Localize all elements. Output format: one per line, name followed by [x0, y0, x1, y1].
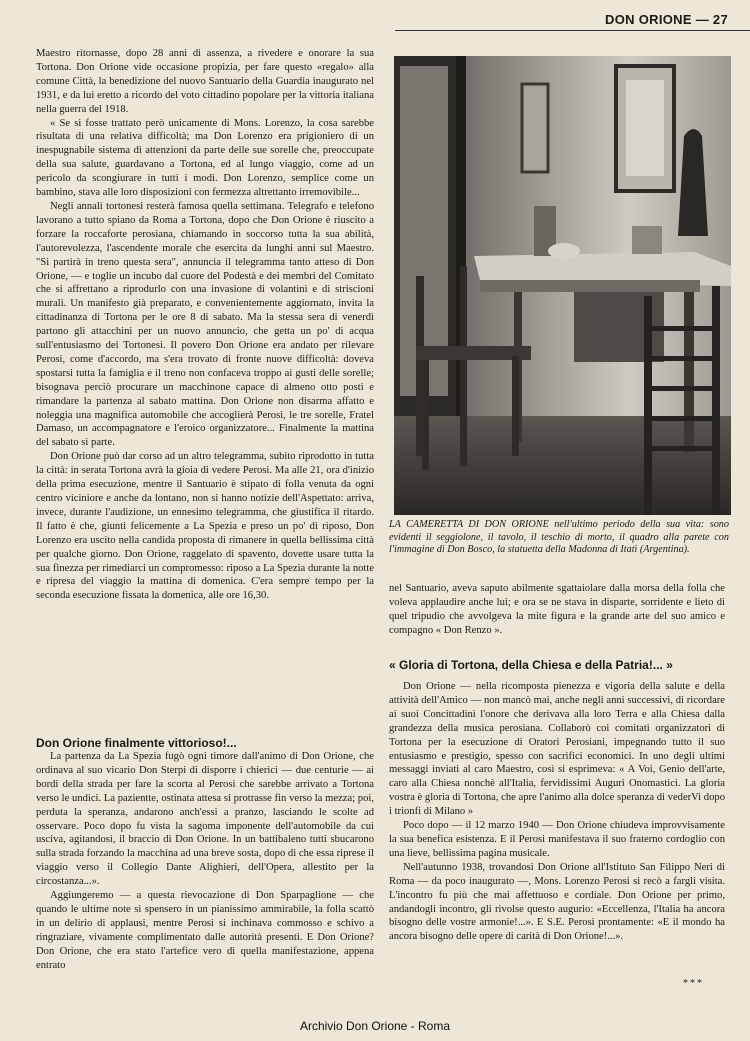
paragraph: Aggiungeremo — a questa rievocazione di Don Sparpaglione — che quando le ultime note si spensero in un pianissimo ammirabile, la folla scattò in un delirio di applausi, mentre Perosi si inchinava commosso e schivo a ringraziare, vivamente complimentato dalle autorità presenti. E Don Orione? Don Orione, che era stato l'artefice vero di quella manifestazione, appena entrato — [36, 890, 374, 971]
header-rule — [395, 30, 750, 31]
archive-footer: Archivio Don Orione - Roma — [299, 1019, 451, 1033]
subheading-text: Don Orione finalmente vittorioso!... — [36, 736, 237, 750]
room-photo-illustration — [394, 56, 731, 515]
paragraph: Poco dopo — il 12 marzo 1940 — Don Orione chiudeva improvvisamente la sua benefica esistenza. E il Perosi manifestava il suo fraterno cordoglio con una lieve, bellissima pagina musicale. — [389, 820, 725, 859]
paragraph: Negli annali tortonesi resterà famosa quella settimana. Telegrafo e telefono lavorano a tutto spiano da Roma a Tortona, dopo che Don Orione è riuscito a forzare la roccaforte perosiana, chiamando in soccorso tutta la sua abilità, l'autorevolezza, l'ascendente morale che esercita da lunghi anni sul Maestro. "Si partirà in treno questa sera", annuncia il telegramma tanto atteso di Don Orione, — e toglie un incubo dal cuore del Podestà e dei membri del Comitato che si affrettano a riprodurlo con una invasione di volantini e di striscioni murali. Un manifesto già preparato, e convenientemente aggiornato, invita la cittadinanza di Tortona per le ore 8 di sabato. Ma la stessa sera di venerdì partono gli attacchini per un nuovo annuncio, che getta un po' di acqua sull'entusiasmo dei Tortonesi. Il povero Don Orione era andato per rilevare Perosi, come d'accordo, ma s'era trovato di fronte nuove difficoltà: doveva spostarsi tutta la famiglia e il treno non confaceva troppo ai gusti delle sorelle; bisognava perciò procurare un macchinone capace di almeno otto posti e rimandare la partenza al sabato mattina. Don Orione non disarma affatto e noleggia una magnifica automobile che accoglierà Perosi, le tre sorelle, Fratel Damaso, un accompagnatore e l'eroico organizzatore... Finalmente la mattina del sabato si parte. — [36, 200, 374, 449]
paragraph: La partenza da La Spezia fugò ogni timore dall'animo di Don Orione, che ordinava al suo vicario Don Sterpi di disporre i chierici — due centurie — ai bordi della strada per fare la scorta al Perosi che sarebbe arrivato a Tortona verso le undici. La pazientte, ostinata attesa si protrasse fin verso la mezza; poi, perduta la speranza, andarono anch'essi a pranzo, lasciando le scolte ad osservare. Poco dopo fu vista la sagoma imponente dell'automobile da cui usciva, agitandosi, il braccio di Don Orione. In un battibaleno tutti sbucarono sulla strada forzando la macchina ad una breve sosta, dopo di che essa riprese il viaggio verso il Collegio Dante Alighieri, dell'Opera, allestito per la circostanza...». — [36, 751, 374, 888]
right-column-bottom — [389, 680, 725, 944]
paragraph: « Se si fosse trattato però unicamente di Mons. Lorenzo, la cosa sarebbe risultata di una relativa difficoltà; ma Don Lorenzo era prigioniero di un inespugnabile sistema di attenzioni da parte delle sue sorelle che, preoccupate della sua salute, guardavano a Tortona, ed al lungo viaggio, come ad un pericolo da scongiurare in tutti i modi. Don Lorenzo, semplice come un bambino, stava alle loro disposizioni con fermezza altrettanto irremovibile... — [36, 117, 374, 199]
right-column-top — [389, 582, 725, 638]
page-header: DON ORIONE — 27 — [605, 12, 728, 27]
subheading-gloria — [389, 657, 725, 673]
left-column-bottom — [36, 750, 374, 973]
section-stars: *** — [683, 978, 704, 989]
paragraph: Nell'autunno 1938, trovandosi Don Orione all'Istituto San Filippo Neri di Roma — da poco inaugurato —, Mons. Lorenzo Perosi si recò a fargli visita. L'incontro fu più che mai affettuoso e cordiale. Don Orione per primo, andandogli incontro, gli rivolse questo augurio: «Eccellenza, l'Italia ha ancora bisogno delle vostre armonie!...». E S.E. Perosi prontamente: «E il mondo ha ancora bisogno delle opere di carità di Don Orione!...». — [389, 861, 725, 943]
subheading-text: « Gloria di Tortona, della Chiesa e della Patria!... » — [389, 658, 673, 672]
photo-caption: LA CAMERETTA DI DON ORIONE nell'ultimo periodo della sua vita: sono evidenti il seggiolone, il tavolo, il teschio di morto, il quadro alla parete con l'immagine di Don Bosco, la statuetta della Madonna di Itatì (Argentina). — [389, 519, 729, 556]
paragraph: Don Orione — nella ricomposta pienezza e vigoria della salute e della attività dell'Amico — non mancò mai, anche negli anni successivi, di ricordare ai suoi Concittadini l'onore che derivava alla loro Terra e alla Chiesa dalla grandezza della musica perosiana. Collaborò coi comitati organizzatori di Tortona per la esecuzione di Oratori Perosiani, impegnando tutto il suo entusiasmo e prestigio, spesso con sacrifici economici. In uno degli ultimi messaggi inviati al caro Maestro, così si esprimeva: « A Voi, Genio dell'arte, caro alla Chiesa nonchè all'Italia, fervidissimi Auguri Onomastici. La gloria vostra è gloria di Tortona, che apre l'animo alla dolce speranza di vederVi dopo i trionfi di Milano » — [389, 681, 725, 818]
paragraph: Don Orione può dar corso ad un altro telegramma, subito riprodotto in tutta la città: in serata Tortona avrà la gioia di vedere Perosi. Ma alle 21, ora d'inizio della prima esecuzione, mentre il Santuario è stipato di folla venuta da ogni centro viciniore e anche da lontano, non si hanno notizie dell'Aspettato: arriva, invece, durante l'audizione, un ennesimo telegramma, che giustifica il ritardo. Il fatto è che, giunti felicemente a La Spezia e preso un po' di riposo, Don Lorenzo era uscito nella candida proposta di rimanere in quella bellissima città per qualche giorno. Don Orione, raggelato di spavento, dovette usare tutta la sua finezza per rimediarci un compromesso: riposo a La Spezia durante la notte e ripresa del viaggio la mattina di domenica. C'era sempre tempo per la seconda esecuzione fissata la domenica, alle ore 16,30. — [36, 451, 374, 602]
photo-cameretta — [394, 56, 731, 515]
paragraph: nel Santuario, aveva saputo abilmente sgattaiolare dalla morsa della folla che voleva applaudire anche lui; e ora se ne stava in disparte, sorridente e lieto di quel tripudio che avvolgeva la mite figura e la grande arte del suo amico e compagno « Don Renzo ». — [389, 583, 725, 636]
subheading-vittorioso — [36, 735, 374, 751]
paragraph: Maestro ritornasse, dopo 28 anni di assenza, a rivedere e onorare la sua Tortona. Don Orione vide occasione propizia, per fare questo «regalo» alla comune Città, la benedizione del nuovo Santuario della Guardia inaugurato nel 1931, e da lui eretto a ricordo del voto cittadino popolare per la vittoria italiana nella guerra del 1918. — [36, 48, 374, 115]
left-column-top — [36, 47, 374, 603]
